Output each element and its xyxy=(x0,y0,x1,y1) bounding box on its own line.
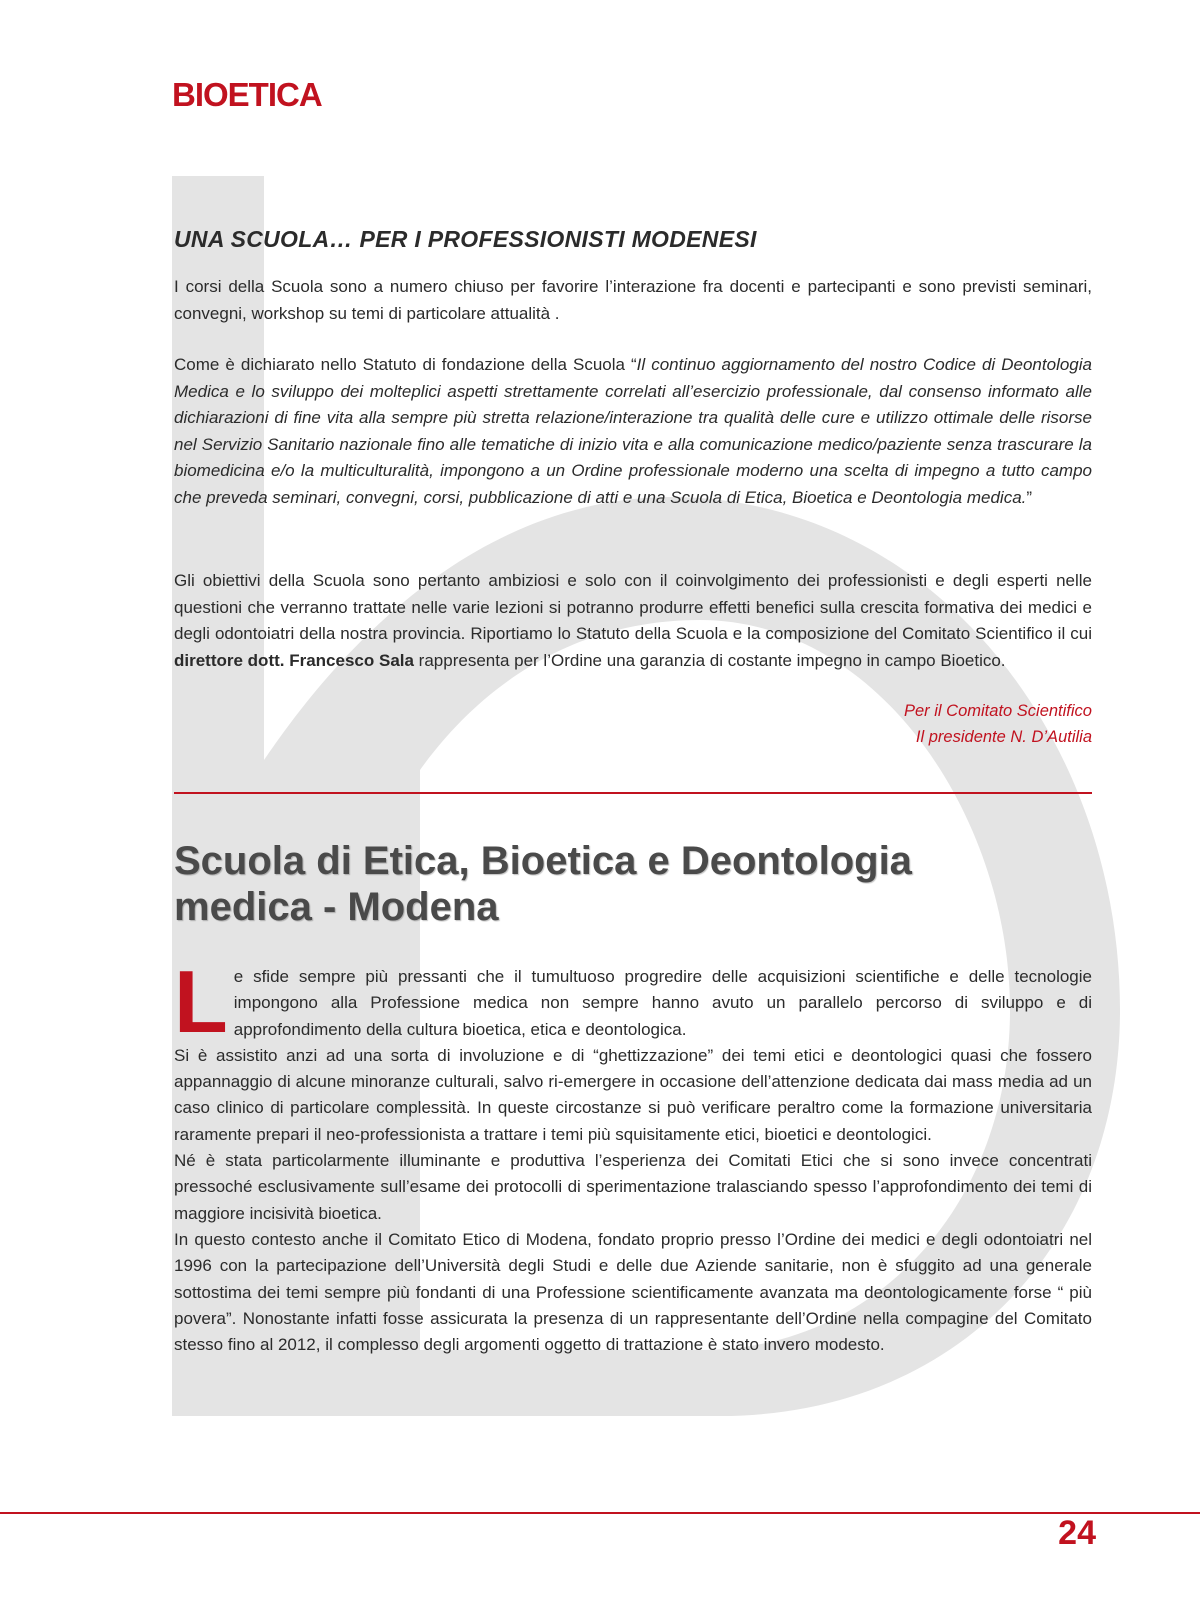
article-heading-line-2: medica - Modena xyxy=(174,885,499,929)
article-heading-line-1: Scuola di Etica, Bioetica e Deontologia xyxy=(174,839,912,883)
signature-line-1: Per il Comitato Scientifico xyxy=(904,702,1092,720)
article-paragraph-1-text: e sfide sempre più pressanti che il tumultuoso progredire delle acquisizioni scientifiche e delle tecnologie impongono alla Professione medica non sempre hanno avuto un parallelo percorso di sviluppo e di approfondimento della cultura bioetica, etica e deontologica. xyxy=(233,967,1092,1039)
intro-paragraph-2-end: ” xyxy=(1026,487,1033,507)
intro-subtitle: UNA SCUOLA… PER I PROFESSIONISTI MODENESI xyxy=(174,226,757,252)
director-name: direttore dott. Francesco Sala xyxy=(174,650,414,670)
section-divider xyxy=(174,792,1092,794)
section-label: BIOETICA xyxy=(172,76,322,113)
article-paragraph-2: Si è assistito anzi ad una sorta di involuzione e di “ghettizzazione” dei temi etici e deontologici quasi che fossero appannaggio di alcune minoranze culturali, salvo ri-emergere in occasione dell’attenzione dedicata dai mass media ad un caso clinico di particolare complessità. In queste circostanze si può verificare peraltro come la formazione universitaria raramente prepari il neo-professionista a trattare i temi più squisitamente etici, bioetici e deontologici. xyxy=(174,1045,1092,1144)
signature-line-2: Il presidente N. D’Autilia xyxy=(915,728,1092,746)
drop-cap: L xyxy=(174,952,228,1051)
intro-paragraph-3-end: rappresenta per l’Ordine una garanzia di costante impegno in campo Bioetico. xyxy=(413,650,1006,670)
footer-rule xyxy=(0,1512,1200,1514)
article-paragraph-1 xyxy=(174,952,1092,1051)
article-paragraph-3: Né è stata particolarmente illuminante e produttiva l’esperienza dei Comitati Etici che si sono invece concentrati pressoché esclusivamente sull’esame dei protocolli di sperimentazione tralasciando spesso l’approfondimento dei temi di maggiore incisività bioetica. xyxy=(174,1151,1092,1223)
article-paragraph-4: In questo contesto anche il Comitato Etico di Modena, fondato proprio presso l’Ordine dei medici e degli odontoiatri nel 1996 con la partecipazione dell’Università degli Studi e delle due Aziende sanitarie, non è sfuggito ad una generale sottostima dei temi sempre più fondanti di una Professione scientificamente avanzata ma deontologicamente forse “ più povera”. Nonostante infatti fosse assicurata la presenza di un rappresentante dell’Ordine nella compagine del Comitato stesso fino al 2012, il complesso degli argomenti oggetto di trattazione è stato invero modesto. xyxy=(174,1229,1092,1355)
page-number: 24 xyxy=(1058,1514,1096,1552)
article-heading xyxy=(174,838,1074,930)
intro-paragraph-3-start: Gli obiettivi della Scuola sono pertanto ambiziosi e solo con il coinvolgimento dei professionisti e degli esperti nelle questioni che verranno trattate nelle varie lezioni si potranno produrre effetti benefici sulla crescita formativa dei medici e degli odontoiatri della nostra provincia. Riportiamo lo Statuto della Scuola e la composizione del Comitato Scientifico il cui xyxy=(174,571,1092,643)
article-body xyxy=(174,952,1092,1358)
signature-block xyxy=(904,698,1092,750)
intro-paragraph-2-lead: Come è dichiarato nello Statuto di fondazione della Scuola “ xyxy=(174,355,637,374)
intro-paragraph-1: I corsi della Scuola sono a numero chiuso per favorire l’interazione fra docenti e partecipanti e sono previsti seminari, convegni, workshop su temi di particolare attualità . xyxy=(174,277,1092,323)
intro-paragraph-3 xyxy=(174,568,1092,674)
statute-quote: Il continuo aggiornamento del nostro Codice di Deontologia Medica e lo sviluppo dei molteplici aspetti strettamente correlati all’esercizio professionale, dal consenso informato alle dichiarazioni di fine vita alla sempre più stretta relazione/interazione tra qualità delle cure e utilizzo ottimale delle risorse nel Servizio Sanitario nazionale fino alle tematiche di inizio vita e alla comunicazione medico/paziente senza trascurare la biomedicina e/o la multiculturalità, impongono a un Ordine professionale moderno una scelta di impegno a tutto campo che preveda seminari, convegni, corsi, pubblicazione di atti e una Scuola di Etica, Bioetica e Deontologia medica. xyxy=(174,355,1092,507)
intro-paragraph-2 xyxy=(174,352,1092,511)
